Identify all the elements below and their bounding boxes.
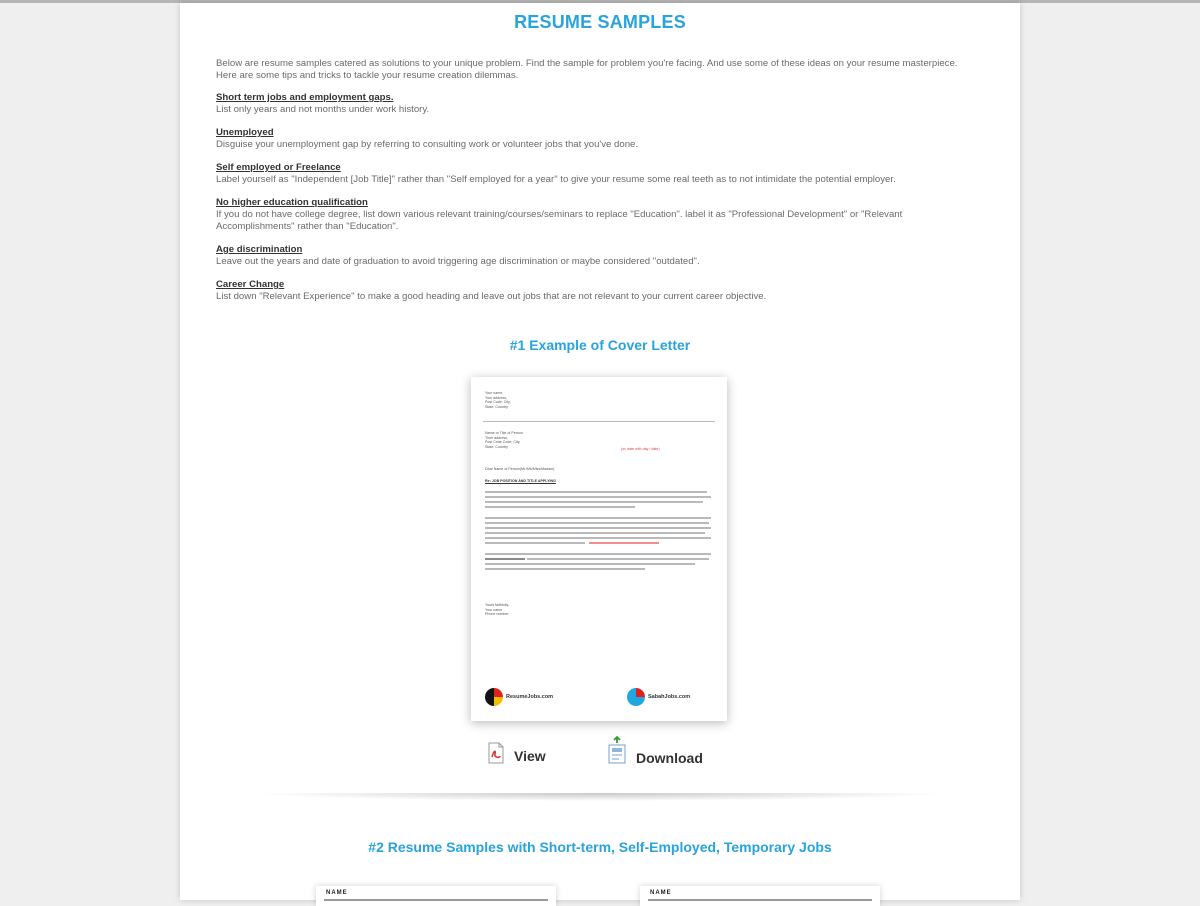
resume-name-label: NAME [650, 890, 672, 896]
tip-item [216, 244, 961, 268]
letter-sender-block: Your name, Your address, Post Code, City, State, Country [485, 391, 511, 409]
download-file-icon [606, 736, 628, 769]
tip-heading: Short term jobs and employment gaps. [216, 92, 394, 103]
tip-heading: No higher education qualification [216, 197, 368, 208]
letter-text-line [485, 517, 711, 519]
tip-item [216, 162, 961, 186]
letter-text-line [485, 537, 711, 539]
letter-text-line [485, 522, 709, 524]
letter-text-line [485, 496, 711, 498]
resume-samples-section-title: #2 Resume Samples with Short-term, Self-Employed, Temporary Jobs [368, 839, 832, 855]
tip-item [216, 127, 961, 151]
letter-text-line [485, 568, 645, 570]
tip-description: If you do not have college degree, list down various relevant training/courses/seminars to replace "Education". label it as "Professional Development" or "Relevant Accomplishments" rather than "Education". [216, 209, 903, 232]
letter-text-line [485, 506, 635, 508]
letter-text-line [485, 553, 711, 555]
tip-description: Disguise your unemployment gap by referring to consulting work or volunteer jobs that you've done. [216, 139, 639, 150]
cover-letter-thumbnail[interactable] [471, 377, 727, 721]
letter-text-line [485, 501, 703, 503]
tip-heading: Career Change [216, 279, 285, 290]
sabah-jobs-logo: SabahJobs.com [627, 688, 690, 706]
letter-text-line [527, 558, 709, 560]
letter-re-line: Re: JOB POSITION AND TITLE APPLYING [485, 479, 556, 483]
letter-text-line [485, 491, 707, 493]
tip-heading: Unemployed [216, 127, 274, 138]
tip-description: List only years and not months under work history. [216, 104, 430, 115]
download-label: Download [636, 749, 703, 766]
cover-letter-section-title: #1 Example of Cover Letter [509, 337, 691, 353]
tip-description: Label yourself as "Independent [Job Title]" rather than "Self employed for a year" to give your resume some real teeth as to not intimidate the potential employer. [216, 174, 896, 185]
tip-description: Leave out the years and date of graduation to avoid triggering age discrimination or maybe considered "outdated". [216, 256, 700, 267]
tip-item [216, 197, 961, 233]
letter-text-line [485, 542, 585, 544]
resume-divider [324, 899, 548, 901]
letter-text-line [485, 558, 525, 560]
view-label: View [514, 747, 546, 764]
resume-jobs-logo: ResumeJobs.com [485, 688, 553, 706]
tip-heading: Age discrimination [216, 244, 303, 255]
intro-paragraph: Below are resume samples catered as solutions to your unique problem. Find the sample for problem you're facing. And use some of these ideas on your resume masterpiece. Here are some tips and tricks to tackle your resume creation dilemmas. [216, 58, 958, 81]
view-button[interactable] [486, 742, 546, 769]
letter-date-note: (or, date with day / date) [621, 447, 660, 451]
letter-divider [483, 421, 715, 422]
tip-description: List down "Relevant Experience" to make a good heading and leave out jobs that are not relevant to your current career objective. [216, 291, 767, 302]
page-container [180, 3, 1020, 900]
resume-divider [648, 899, 872, 901]
letter-text-line [589, 542, 659, 544]
tip-item [216, 92, 961, 116]
tip-heading: Self employed or Freelance [216, 162, 341, 173]
resume-sample-thumbnail[interactable] [640, 886, 880, 906]
letter-text-line [485, 563, 695, 565]
page-title: RESUME SAMPLES [514, 12, 686, 32]
download-button[interactable] [606, 736, 703, 769]
letter-salutation: Dear Name of Person(Mr./Ms/Miss/Madam) [485, 467, 555, 471]
logo-mark-icon [485, 688, 503, 706]
letter-recipient-block: Name or Title of Person Their address, Post Code Code, City, State, Country [485, 431, 523, 449]
letter-closing-block: Yours faithfully, Your name Phone number [485, 603, 509, 617]
pdf-file-icon [486, 742, 506, 769]
logo-mark-icon [627, 688, 645, 706]
tips-content [216, 58, 961, 314]
letter-text-line [485, 527, 711, 529]
section-divider [250, 793, 950, 801]
resume-sample-thumbnail[interactable] [316, 886, 556, 906]
tip-item [216, 279, 961, 303]
resume-name-label: NAME [326, 890, 348, 896]
letter-text-line [485, 532, 705, 534]
